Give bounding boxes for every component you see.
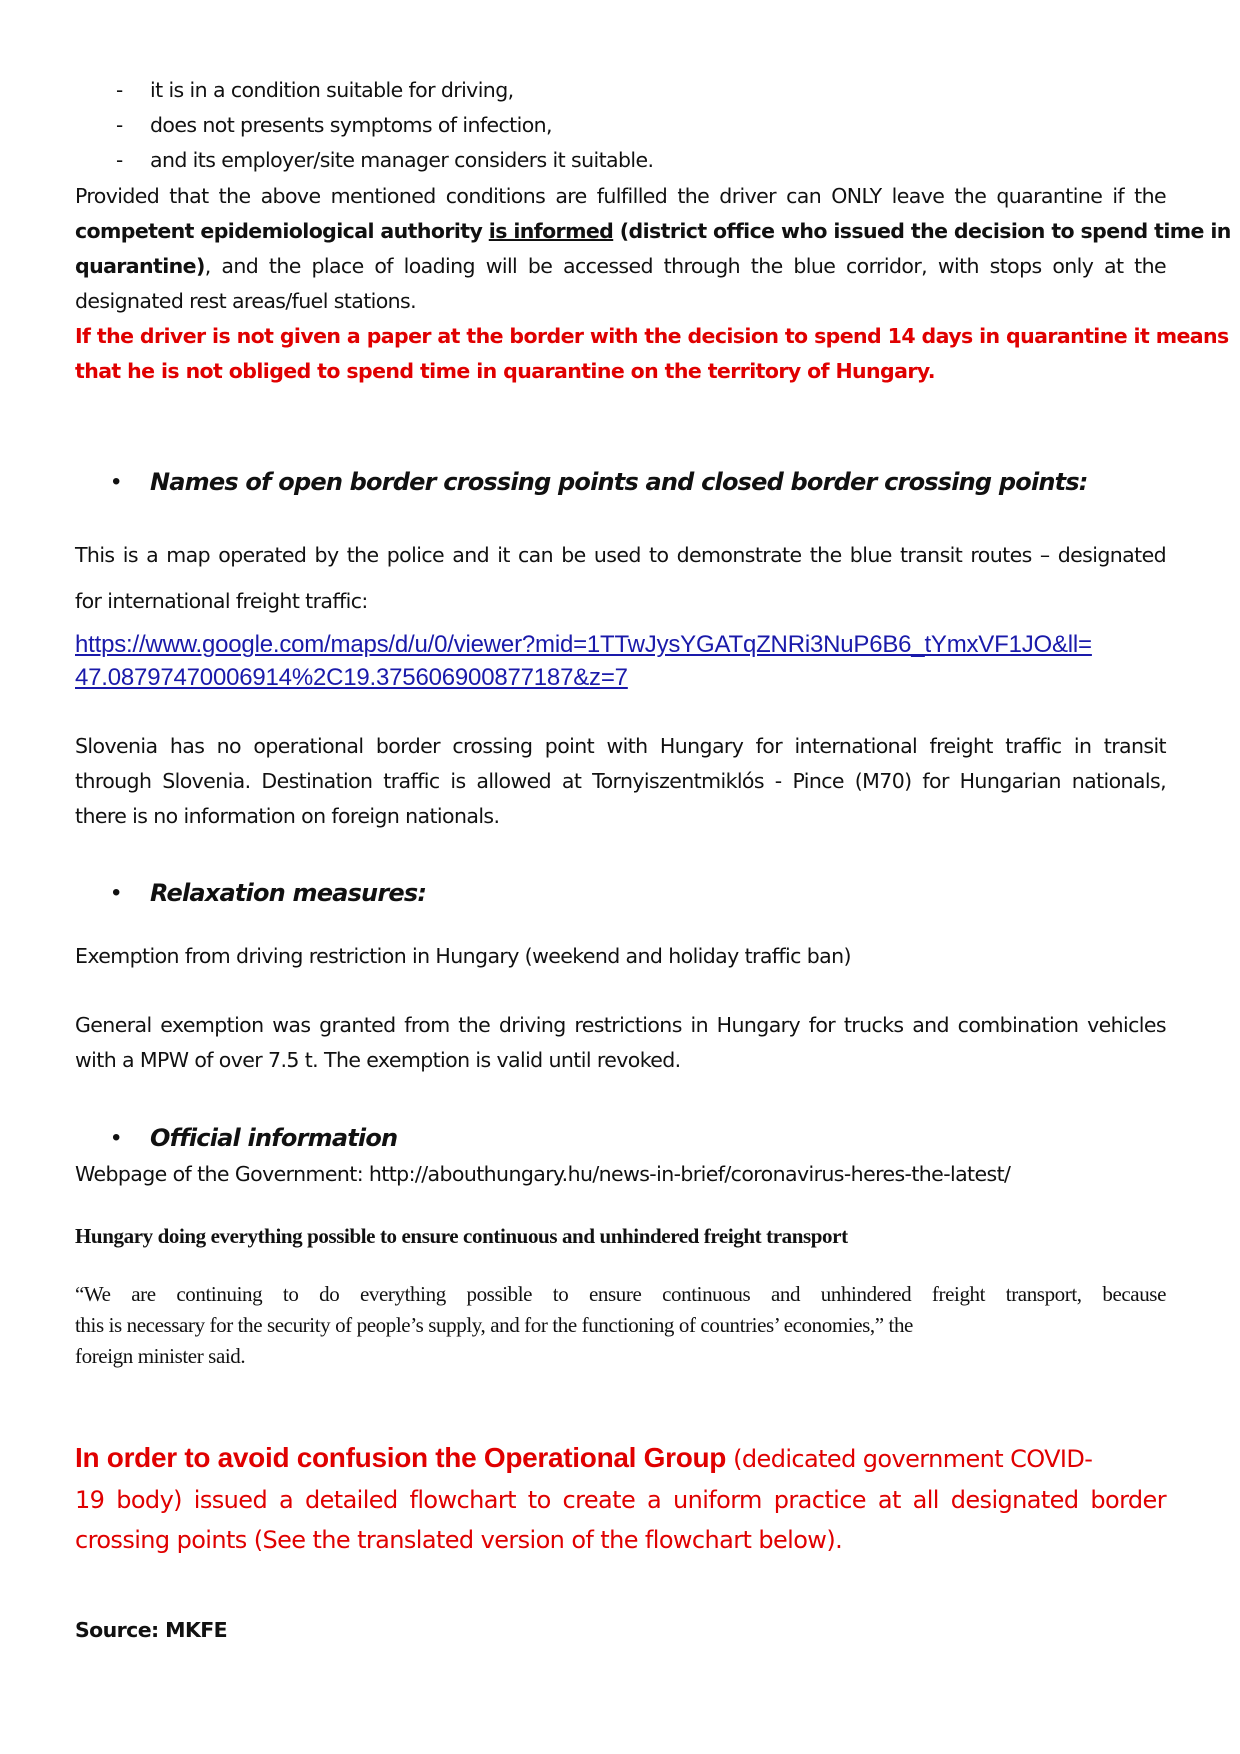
underlined-text: is informed xyxy=(488,219,614,243)
general-exemption-line: General exemption was granted from the driving restrictions in Hungary for trucks and combination vehicles xyxy=(75,1013,1166,1037)
condition-item: and its employer/site manager considers it suitable. xyxy=(150,148,654,172)
flowchart-notice-line: 19 body) issued a detailed flowchart to create a uniform practice at all designated border xyxy=(75,1486,1166,1514)
dash-bullet: - xyxy=(116,113,124,137)
dash-bullet: - xyxy=(116,78,124,102)
bold-text: quarantine) xyxy=(75,254,205,278)
quote-line: foreign minister said. xyxy=(75,1344,246,1368)
flowchart-notice-bold: In order to avoid confusion the Operational Group xyxy=(75,1442,727,1473)
flowchart-notice-line: crossing points (See the translated version of the flowchart below). xyxy=(75,1526,843,1554)
flowchart-notice-line xyxy=(75,1440,1166,1478)
quarantine-para-line: Provided that the above mentioned conditions are fulfilled the driver can ONLY leave the quarantine if the xyxy=(75,184,1166,208)
quote-line: this is necessary for the security of people’s supply, and for the functioning of countries’ economies,” the xyxy=(75,1313,913,1337)
section-heading-official: Official information xyxy=(150,1124,398,1152)
news-title: Hungary doing everything possible to ensure continuous and unhindered freight transport xyxy=(75,1224,848,1248)
condition-item: it is in a condition suitable for driving, xyxy=(150,78,514,102)
source-label: Source: MKFE xyxy=(75,1618,228,1642)
map-link[interactable]: 47.08797470006914%2C19.375606900877187&z=7 xyxy=(75,664,628,691)
exemption-title: Exemption from driving restriction in Hungary (weekend and holiday traffic ban) xyxy=(75,944,851,968)
government-webpage: Webpage of the Government: http://abouthungary.hu/news-in-brief/coronavirus-heres-the-latest/ xyxy=(75,1162,1011,1186)
bullet-icon: • xyxy=(112,468,121,495)
map-description-line: This is a map operated by the police and it can be used to demonstrate the blue transit routes – designated xyxy=(75,543,1166,567)
slovenia-line: Slovenia has no operational border crossing point with Hungary for international freight traffic in transit xyxy=(75,734,1166,758)
slovenia-line: through Slovenia. Destination traffic is allowed at Tornyiszentmiklós - Pince (M70) for Hungarian nationals, xyxy=(75,769,1166,793)
map-link[interactable]: https://www.google.com/maps/d/u/0/viewer?mid=1TTwJysYGATqZNRi3NuP6B6_tYmxVF1JO&ll= xyxy=(75,631,1092,658)
section-heading-border: Names of open border crossing points and closed border crossing points: xyxy=(150,468,1088,496)
quarantine-para-line xyxy=(75,217,1231,245)
red-notice-line: that he is not obliged to spend time in quarantine on the territory of Hungary. xyxy=(75,359,935,383)
dash-bullet: - xyxy=(116,148,124,172)
flowchart-notice-text: (dedicated government COVID- xyxy=(726,1445,1093,1473)
para-text: , and the place of loading will be accessed through the blue corridor, with stops only at the xyxy=(204,254,1166,278)
condition-item: does not presents symptoms of infection, xyxy=(150,113,552,137)
map-description-line: for international freight traffic: xyxy=(75,589,368,613)
bullet-icon: • xyxy=(112,1124,121,1151)
bold-text: competent epidemiological authority xyxy=(75,219,489,243)
red-notice-line: If the driver is not given a paper at the border with the decision to spend 14 days in quarantine it means xyxy=(75,324,1229,348)
quarantine-para-line: designated rest areas/fuel stations. xyxy=(75,289,417,313)
bullet-icon: • xyxy=(112,879,121,906)
general-exemption-line: with a MPW of over 7.5 t. The exemption is valid until revoked. xyxy=(75,1048,681,1072)
section-heading-relaxation: Relaxation measures: xyxy=(150,879,427,907)
slovenia-line: there is no information on foreign nationals. xyxy=(75,804,500,828)
quote-line: “We are continuing to do everything possible to ensure continuous and unhindered freight transport, because xyxy=(75,1282,1166,1306)
bold-text: (district office who issued the decision to spend time in xyxy=(613,219,1231,243)
quarantine-para-line xyxy=(75,252,1166,280)
